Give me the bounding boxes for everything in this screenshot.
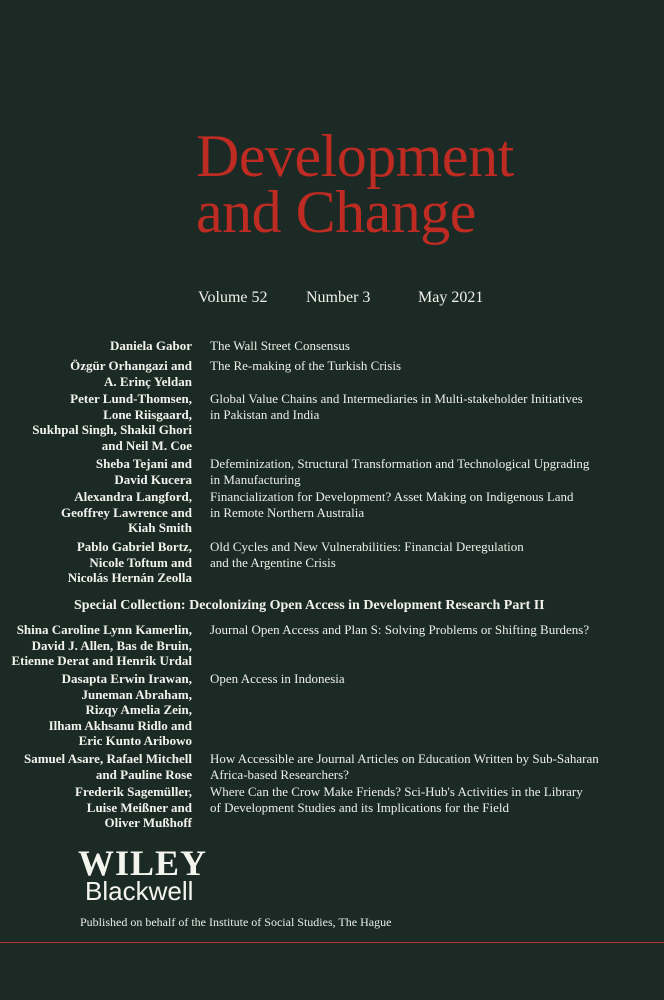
number-label: Number 3	[306, 289, 371, 306]
publisher-note: Published on behalf of the Institute of Social Studies, The Hague	[80, 915, 392, 929]
article-authors: Samuel Asare, Rafael Mitchell and Pauline Rose	[23, 751, 192, 782]
article-title: Old Cycles and New Vulnerabilities: Financial Deregulation and the Argentine Crisis	[210, 539, 524, 570]
journal-title-line1: Development	[196, 123, 514, 189]
article-title: Financialization for Development? Asset Making on Indigenous Land in Remote Northern Australia	[210, 489, 574, 520]
article-authors: Dasapta Erwin Irawan, Juneman Abraham, Rizqy Amelia Zein, Ilham Akhsanu Ridlo and Eric Kunto Aribowo	[48, 671, 192, 748]
publisher-logo-wiley: WILEY	[78, 843, 208, 883]
special-collection-heading: Special Collection: Decolonizing Open Access in Development Research Part II	[74, 598, 545, 613]
article-authors: Peter Lund-Thomsen, Lone Riisgaard, Sukhpal Singh, Shakil Ghori and Neil M. Coe	[32, 391, 192, 453]
article-authors: Sheba Tejani and David Kucera	[95, 456, 192, 487]
footer-rule	[0, 942, 664, 943]
article-title: Journal Open Access and Plan S: Solving Problems or Shifting Burdens?	[210, 622, 590, 637]
article-title: How Accessible are Journal Articles on Education Written by Sub-Saharan Africa-based Researchers?	[210, 751, 599, 782]
article-authors: Daniela Gabor	[110, 338, 192, 353]
volume-label: Volume 52	[198, 289, 268, 306]
journal-title-line2: and Change	[196, 179, 476, 245]
article-authors: Frederik Sagemüller, Luise Meißner and Oliver Mußhoff	[75, 784, 192, 830]
article-title: Defeminization, Structural Transformation and Technological Upgrading in Manufacturing	[210, 456, 590, 487]
publisher-logo-blackwell: Blackwell	[85, 876, 194, 906]
article-title: Global Value Chains and Intermediaries in Multi-stakeholder Initiatives in Pakistan and India	[210, 391, 583, 422]
article-authors: Shina Caroline Lynn Kamerlin, David J. Allen, Bas de Bruin, Etienne Derat and Henrik Urdal	[11, 622, 192, 668]
article-authors: Özgür Orhangazi and A. Erinç Yeldan	[70, 358, 192, 389]
journal-title	[196, 123, 514, 245]
article-authors: Pablo Gabriel Bortz, Nicole Toftum and Nicolás Hernán Zeolla	[67, 539, 192, 585]
article-title: Open Access in Indonesia	[210, 671, 345, 686]
article-title: The Wall Street Consensus	[210, 338, 350, 353]
article-authors: Alexandra Langford, Geoffrey Lawrence and Kiah Smith	[61, 489, 192, 535]
article-title: Where Can the Crow Make Friends? Sci-Hub's Activities in the Library of Development Studies and its Implications for the Field	[210, 784, 583, 815]
article-title: The Re-making of the Turkish Crisis	[210, 358, 402, 373]
date-label: May 2021	[418, 289, 484, 306]
